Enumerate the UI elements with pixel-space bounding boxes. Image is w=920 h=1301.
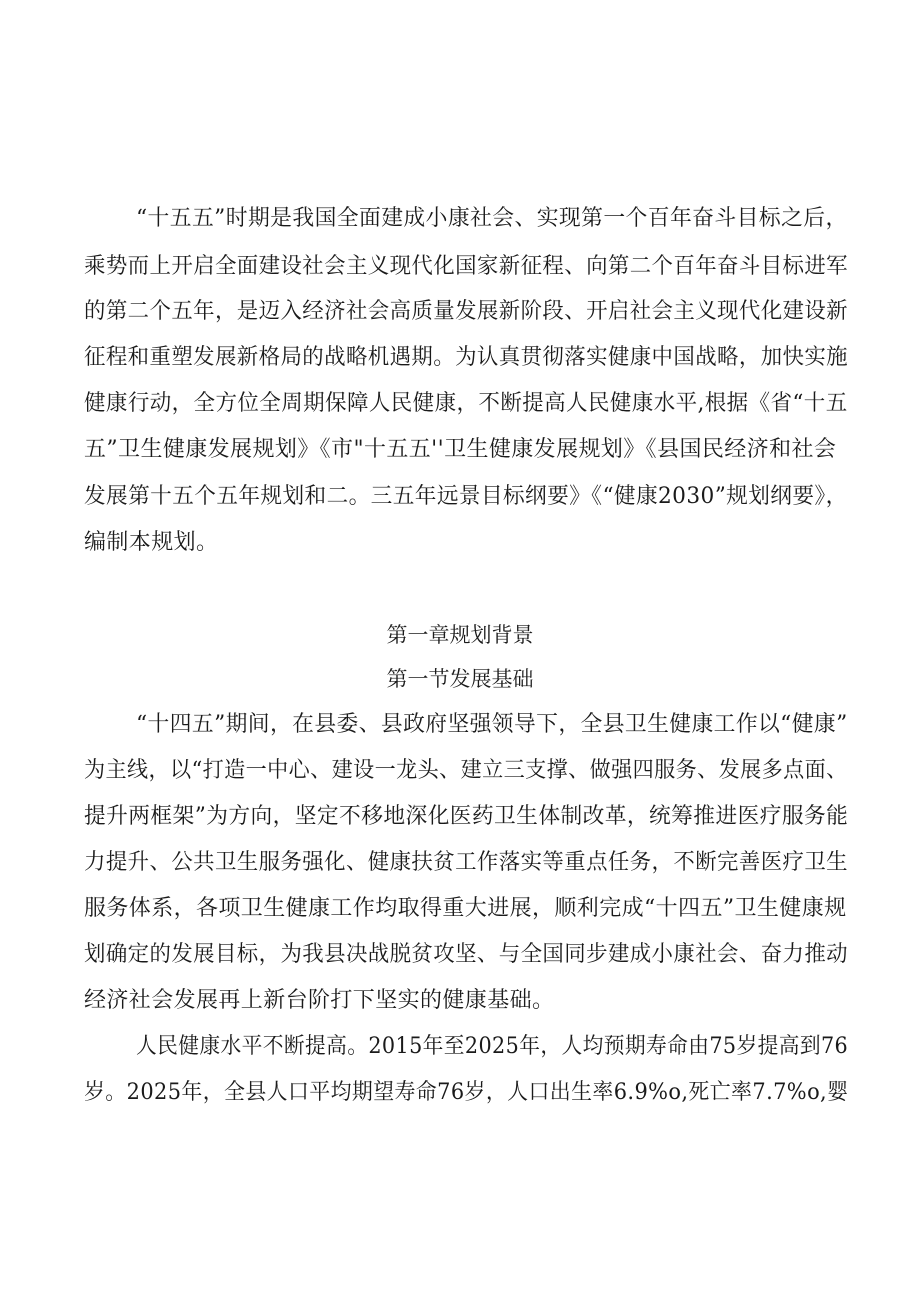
text-line: “十四五”期间，在县委、县政府坚强领导下，全县卫生健康工作以“健康” [136, 712, 848, 737]
text-line: 力提升、公共卫生服务强化、健康扶贫工作落实等重点任务，不断完善医疗卫生 [84, 850, 849, 875]
text-line: 征程和重塑发展新格局的战略机遇期。为认真贯彻落实健康中国战略，加快实施 [84, 345, 849, 370]
text-line: 为主线，以“打造一中心、建设一龙头、建立三支撑、做强四服务、发展多点面、 [84, 758, 848, 783]
text-line: 的第二个五年，是迈入经济社会高质量发展新阶段、开启社会主义现代化建设新 [84, 299, 849, 324]
text-line: 健康行动，全方位全周期保障人民健康，不断提高人民健康水平,根据《省“十五 [84, 391, 848, 416]
text-line: 乘势而上开启全面建设社会主义现代化国家新征程、向第二个百年奋斗目标进军 [84, 254, 849, 279]
text-line: 服务体系，各项卫生健康工作均取得重大进展，顺利完成“十四五”卫生健康规 [84, 896, 847, 921]
text-line: “十五五”时期是我国全面建成小康社会、实现第一个百年奋斗目标之后， [136, 206, 848, 231]
text-line: 五”卫生健康发展规划》《市"十五五''卫生健康发展规划》《县国民经济和社会 [84, 437, 837, 462]
text-line: 经济社会发展再上新台阶打下坚实的健康基础。 [84, 988, 555, 1013]
text-line: 人民健康水平不断提高。2015年至2025年，人均预期寿命由75岁提高到76 [136, 1034, 849, 1059]
text-line: 提升两框架”为方向，坚定不移地深化医药卫生体制改革，统筹推进医疗服务能 [84, 804, 849, 829]
text-line: 编制本规划。 [84, 530, 219, 555]
text-line: 发展第十五个五年规划和二。三五年远景目标纲要》《“健康2030”规划纲要》， [84, 484, 848, 509]
section-title: 第一节发展基础 [386, 667, 534, 691]
text-line: 岁。2025年，全县人口平均期望寿命76岁，人口出生率6.9%o,死亡率7.7%o,婴 [84, 1080, 849, 1105]
text-line: 划确定的发展目标，为我县决战脱贫攻坚、与全国同步建成小康社会、奋力推动 [84, 942, 849, 967]
chapter-title: 第一章规划背景 [386, 623, 534, 647]
